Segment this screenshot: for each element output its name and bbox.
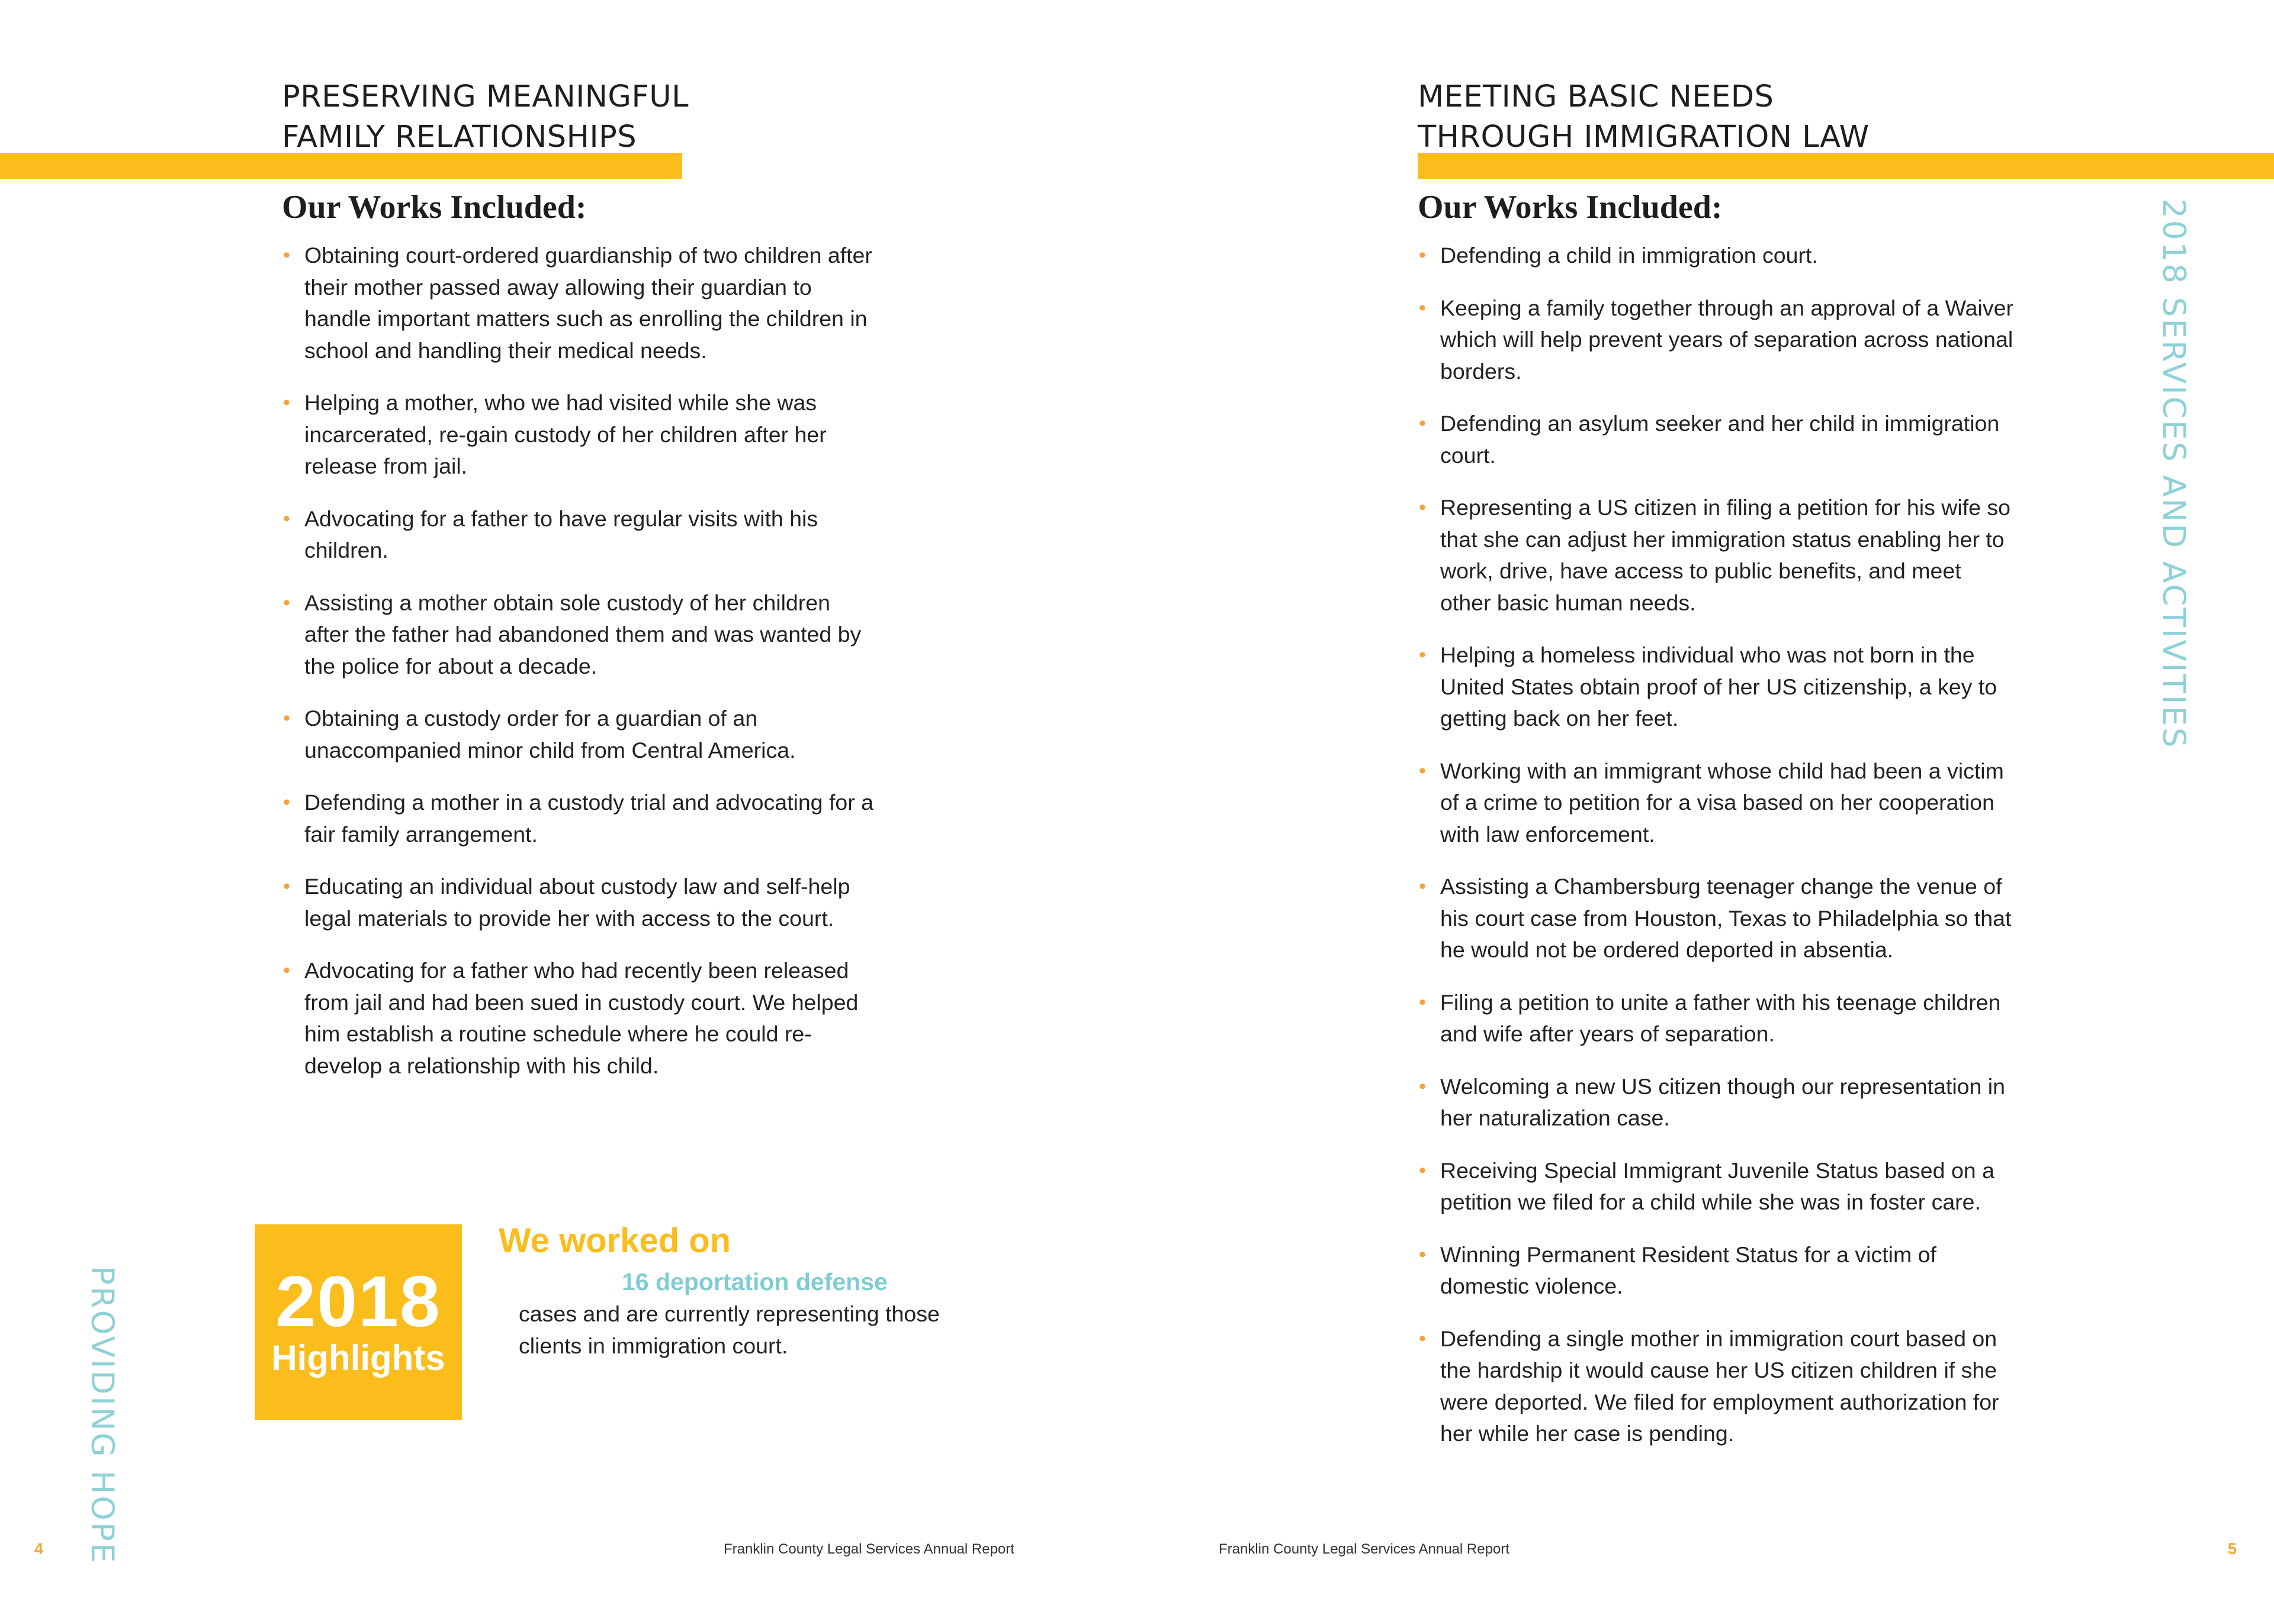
- list-item: [282, 703, 880, 766]
- bullet-icon: •: [283, 244, 290, 266]
- right-footer: Franklin County Legal Services Annual Report: [1219, 1541, 1509, 1557]
- deportation-stat: 16 deportation defense: [622, 1268, 888, 1295]
- bullet-icon: •: [283, 791, 290, 813]
- list-item: [282, 787, 880, 850]
- list-item-text: Filing a petition to unite a father with his teenage children and wife after years of separation.: [1440, 989, 2001, 1046]
- bullet-icon: •: [283, 391, 290, 414]
- bullet-icon: •: [1419, 412, 1426, 435]
- bullet-icon: •: [1419, 244, 1426, 266]
- list-item-text: Obtaining a custody order for a guardian of an unaccompanied minor child from Central America.: [304, 706, 796, 763]
- list-item-text: Defending a mother in a custody trial and advocating for a fair family arrangement.: [304, 790, 873, 847]
- list-item: [1418, 240, 2016, 272]
- left-section-title-line-1: PRESERVING MEANINGFUL: [282, 79, 689, 114]
- list-item: [1418, 292, 2016, 388]
- list-item: [1418, 1155, 2016, 1218]
- list-item-text: Helping a mother, who we had visited while she was incarcerated, re-gain custody of her children after her release from jail.: [304, 390, 827, 478]
- bullet-icon: •: [1419, 644, 1426, 666]
- list-item-text: Advocating for a father who had recently been released from jail and had been sued in custody court. We helped him establish a routine schedule where he could re-develop a relationship with his child.: [304, 958, 859, 1078]
- list-item: [1418, 639, 2016, 735]
- list-item-text: Defending an asylum seeker and her child in immigration court.: [1440, 411, 2000, 468]
- right-section-title-line-2: THROUGH IMMIGRATION LAW: [1418, 120, 1870, 155]
- right-works-list: [1418, 240, 2016, 1471]
- list-item: [1418, 1239, 2016, 1303]
- list-item-text: Advocating for a father to have regular visits with his children.: [304, 506, 818, 562]
- list-item-text: Helping a homeless individual who was not born in the United States obtain proof of her US citizenship, a key to getting back on her feet.: [1440, 642, 1997, 731]
- left-vertical-label: PROVIDING HOPE: [84, 1266, 120, 1565]
- list-item: [282, 871, 880, 934]
- list-item: [1418, 1323, 2016, 1450]
- right-section-title: [1418, 77, 1870, 157]
- bullet-icon: •: [1419, 991, 1426, 1014]
- list-item: [282, 955, 880, 1082]
- highlights-box: [255, 1224, 462, 1420]
- bullet-icon: •: [1419, 875, 1426, 898]
- list-item: [1418, 755, 2016, 851]
- list-item-text: Assisting a Chambersburg teenager change the venue of his court case from Houston, Texas to Philadelphia so that he would not be ordered deported in absentia.: [1440, 874, 2012, 962]
- list-item: [1418, 987, 2016, 1050]
- right-page-number: 5: [2228, 1540, 2237, 1558]
- list-item-text: Working with an immigrant whose child had been a victim of a crime to petition for a visa based on her cooperation with law enforcement.: [1440, 758, 2004, 847]
- list-item: [1418, 492, 2016, 619]
- bullet-icon: •: [283, 959, 290, 982]
- list-item: [1418, 871, 2016, 966]
- bullet-icon: •: [283, 591, 290, 614]
- highlights-label: Highlights: [271, 1338, 445, 1378]
- bullet-icon: •: [1419, 496, 1426, 519]
- right-vertical-label: 2018 SERVICES AND ACTIVITIES: [2156, 198, 2192, 750]
- left-footer: Franklin County Legal Services Annual Report: [724, 1541, 1014, 1557]
- list-item: [282, 587, 880, 683]
- bullet-icon: •: [283, 707, 290, 729]
- list-item: [282, 503, 880, 567]
- bullet-icon: •: [283, 507, 290, 530]
- left-section-title-line-2: FAMILY RELATIONSHIPS: [282, 120, 637, 155]
- list-item-text: Defending a single mother in immigration court based on the hardship it would cause her US citizen children if she were deported. We filed for employment authorization for her while her case is pending.: [1440, 1326, 1999, 1446]
- worked-on-description: cases and are currently representing those clients in immigration court.: [519, 1301, 940, 1358]
- bullet-icon: •: [283, 875, 290, 898]
- list-item: [1418, 408, 2016, 471]
- bullet-icon: •: [1419, 759, 1426, 782]
- left-page-number: 4: [34, 1540, 44, 1558]
- list-item: [282, 387, 880, 483]
- list-item-text: Defending a child in immigration court.: [1440, 243, 1818, 268]
- bullet-icon: •: [1419, 1159, 1426, 1182]
- list-item-text: Welcoming a new US citizen though our representation in her naturalization case.: [1440, 1073, 2005, 1130]
- right-works-heading: Our Works Included:: [1418, 189, 1723, 226]
- bullet-icon: •: [1419, 1075, 1426, 1098]
- list-item: [282, 240, 880, 366]
- left-section-title: [282, 77, 689, 157]
- right-section-title-line-1: MEETING BASIC NEEDS: [1418, 79, 1774, 114]
- highlights-year: 2018: [275, 1261, 441, 1342]
- worked-on-heading: We worked on: [499, 1221, 731, 1260]
- list-item-text: Assisting a mother obtain sole custody of her children after the father had abandoned them and was wanted by the police for about a decade.: [304, 590, 862, 678]
- left-works-heading: Our Works Included:: [282, 189, 587, 226]
- list-item: [1418, 1071, 2016, 1134]
- list-item-text: Representing a US citizen in filing a petition for his wife so that she can adjust her immigration status enabling her to work, drive, have access to public benefits, and meet other basic human needs.: [1440, 495, 2010, 615]
- list-item-text: Educating an individual about custody law and self-help legal materials to provide her with access to the court.: [304, 874, 850, 931]
- list-item-text: Receiving Special Immigrant Juvenile Status based on a petition we filed for a child while she was in foster care.: [1440, 1157, 1994, 1214]
- list-item-text: Obtaining court-ordered guardianship of two children after their mother passed away allowing their guardian to handle important matters such as enrolling the children in school and handling their medical needs.: [304, 243, 872, 363]
- bullet-icon: •: [1419, 1243, 1426, 1266]
- list-item-text: Winning Permanent Resident Status for a victim of domestic violence.: [1440, 1242, 1936, 1298]
- bullet-icon: •: [1419, 296, 1426, 319]
- bullet-icon: •: [1419, 1327, 1426, 1350]
- list-item-text: Keeping a family together through an approval of a Waiver which will help prevent years of separation across national borders.: [1440, 295, 2013, 384]
- left-works-list: [282, 240, 880, 1102]
